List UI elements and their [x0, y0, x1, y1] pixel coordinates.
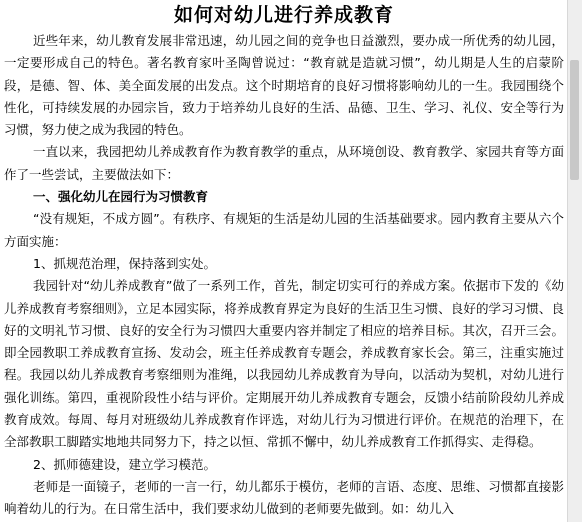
- section-heading: 一、强化幼儿在园行为习惯教育: [33, 189, 209, 205]
- subheading-2: 2、抓师德建设，建立学习模范。: [33, 456, 216, 472]
- scrollbar-thumb[interactable]: [570, 60, 579, 180]
- vertical-scrollbar[interactable]: [567, 0, 582, 522]
- paragraph-section-intro: “没有规矩，不成方圆”。有秩序、有规矩的生活是幼儿园的生活基础要求。园内教育主要从六个方面实施：: [4, 211, 564, 249]
- paragraph-teachers: 老师是一面镜子，老师的一言一行，幼儿都乐于模仿，老师的言语、态度、思维、习惯都直接影响着幼儿的行为。在日常生活中，我们要求幼儿做到的老师要先做到。如：幼儿入: [4, 478, 564, 517]
- paragraph-management: 我园针对“幼儿养成教育”做了一系列工作，首先，制定切实可行的养成方案。依据市下发的《幼儿养成教育考察细则》，立足本园实际，将养成教育界定为良好的生活卫生习惯、良好的学习习惯、良好的文明礼节习惯、良好的安全行为习惯四大重要内容并制定了相应的培养目标。其次，召开三会。即全园教职工养成教育宣扬、发动会，班主任养成教育专题会，养成教育家长会。第三，注重实施过程。我园以幼儿养成教育考察细则为准绳，以我园幼儿养成教育为导向，以活动为契机，对幼儿进行强化训练。第四，重视阶段性小结与评价。定期展开幼儿养成教育专题会，反馈小结前阶段幼儿养成教育成效。每周、每月对班级幼儿养成教育作评选，对幼儿行为习惯进行评价。在规范的治理下，在全部教职工脚踏实地地共同努力下，持之以恒、常抓不懈中，幼儿养成教育工作抓得实、走得稳。: [4, 278, 564, 450]
- paragraph-intro: 近些年来，幼儿教育发展非常迅速，幼儿园之间的竞争也日益激烈，要办成一所优秀的幼儿园，一定要形成自己的特色。著名教育家叶圣陶曾说过：“教育就是造就习惯”，幼儿期是人生的启蒙阶段，是德、智、体、美全面发展的出发点。这个时期培育的良好习惯将影响幼儿的一生。我园围绕个性化，可持续发展的办园宗旨，致力于培养幼儿良好的生活、品德、卫生、学习、礼仪、安全等行为习惯，努力使之成为我园的特色。: [4, 33, 564, 138]
- subheading-1: 1、抓规范治理，保持落到实处。: [33, 255, 216, 271]
- document-title: 如何对幼儿进行养成教育: [173, 4, 394, 26]
- paragraph-overview: 一直以来，我园把幼儿养成教育作为教育教学的重点，从环境创设、教育教学、家园共育等方面作了一些尝试，主要做法如下：: [4, 144, 564, 182]
